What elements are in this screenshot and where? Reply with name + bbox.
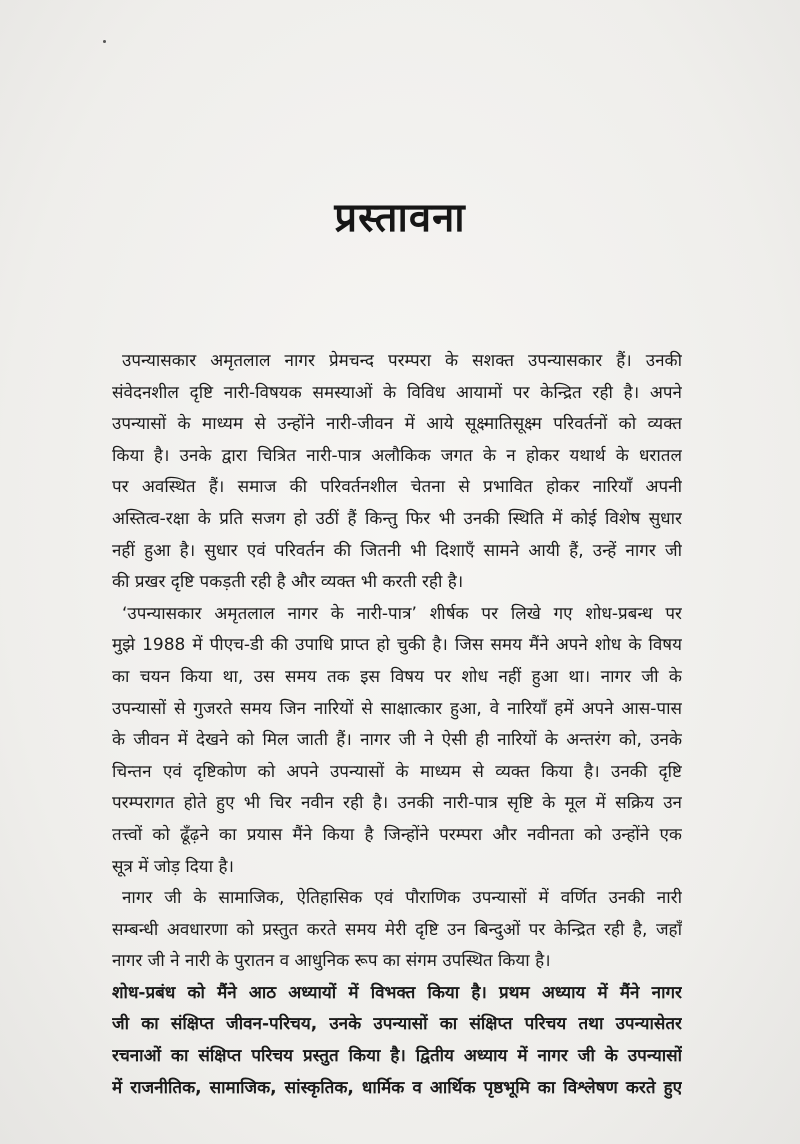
text-line: शोध-प्रबंध को मैंने आठ अध्यायों में विभक्त किया है। प्रथम अध्याय में मैंने नागर bbox=[112, 982, 682, 1003]
text-line: अस्तित्व-रक्षा के प्रति सजग हो उठीं हैं किन्तु फिर भी उनकी स्थिति में कोई विशेष सुधार bbox=[112, 508, 682, 529]
text-line: उपन्यासों के माध्यम से उन्होंने नारी-जीवन में आये सूक्ष्मातिसूक्ष्म परिवर्तनों को व्यक्त bbox=[112, 414, 682, 435]
text-line: ‘उपन्यासकार अमृतलाल नागर के नारी-पात्र’ शीर्षक पर लिखे गए शोध-प्रबन्ध पर bbox=[122, 603, 682, 624]
paper-speck bbox=[103, 40, 106, 43]
text-line: के जीवन में देखने को मिल जाती हैं। नागर जी ने ऐसी ही नारियों के अन्तरंग को, उनके bbox=[112, 730, 682, 751]
text-line: परम्परागत होते हुए भी चिर नवीन रही है। उनकी नारी-पात्र सृष्टि के मूल में सक्रिय उन bbox=[112, 793, 682, 814]
text-line: मुझे 1988 में पीएच-डी की उपाधि प्राप्त हो चुकी है। जिस समय मैंने अपने शोध के विषय bbox=[112, 635, 682, 656]
text-line: जी का संक्षिप्त जीवन-परिचय, उनके उपन्यासों का संक्षिप्त परिचय तथा उपन्यासेतर bbox=[112, 1014, 682, 1035]
text-line: चिन्तन एवं दृष्टिकोण को अपने उपन्यासों के माध्यम से व्यक्त किया है। उनकी दृष्टि bbox=[112, 761, 682, 782]
body-text bbox=[112, 346, 682, 1104]
text-line: संवेदनशील दृष्टि नारी-विषयक समस्याओं के विविध आयामों पर केन्द्रित रही है। अपने bbox=[112, 382, 682, 403]
text-line: का चयन किया था, उस समय तक इस विषय पर शोध नहीं हुआ था। नागर जी के bbox=[112, 666, 682, 687]
text-line: की प्रखर दृष्टि पकड़ती रही है और व्यक्त भी करती रही है। bbox=[112, 572, 464, 593]
text-line: नागर जी ने नारी के पुरातन व आधुनिक रूप का संगम उपस्थित किया है। bbox=[112, 951, 551, 972]
text-line: नागर जी के सामाजिक, ऐतिहासिक एवं पौराणिक उपन्यासों में वर्णित उनकी नारी bbox=[122, 888, 682, 909]
text-line: तत्त्वों को ढूँढ़ने का प्रयास मैंने किया है जिन्होंने परम्परा और नवीनता को उन्होंने एक bbox=[112, 824, 682, 845]
text-line: नहीं हुआ है। सुधार एवं परिवर्तन की जितनी भी दिशाएँ सामने आयी हैं, उन्हें नागर जी bbox=[112, 540, 682, 561]
text-line: पर अवस्थित हैं। समाज की परिवर्तनशील चेतना से प्रभावित होकर नारियाँ अपनी bbox=[112, 477, 682, 498]
text-line: सूत्र में जोड़ दिया है। bbox=[112, 856, 234, 877]
text-line: उपन्यासों से गुजरते समय जिन नारियों से साक्षात्कार हुआ, वे नारियाँ हमें अपने आस-पास bbox=[112, 698, 682, 719]
text-line: सम्बन्धी अवधारणा को प्रस्तुत करते समय मेरी दृष्टि उन बिन्दुओं पर केन्द्रित रही है, जहाँ bbox=[112, 919, 682, 940]
text-line: उपन्यासकार अमृतलाल नागर प्रेमचन्द परम्परा के सशक्त उपन्यासकार हैं। उनकी bbox=[122, 351, 682, 371]
page-title: प्रस्तावना bbox=[334, 195, 466, 241]
text-line: में राजनीतिक, सामाजिक, सांस्कृतिक, धार्मिक व आर्थिक पृष्ठभूमि का विश्लेषण करते हुए bbox=[112, 1077, 682, 1098]
text-line: रचनाओं का संक्षिप्त परिचय प्रस्तुत किया है। द्वितीय अध्याय में नागर जी के उपन्यासों bbox=[112, 1046, 682, 1067]
text-line: किया है। उनके द्वारा चित्रित नारी-पात्र अलौकिक जगत के न होकर यथार्थ के धरातल bbox=[112, 445, 682, 466]
